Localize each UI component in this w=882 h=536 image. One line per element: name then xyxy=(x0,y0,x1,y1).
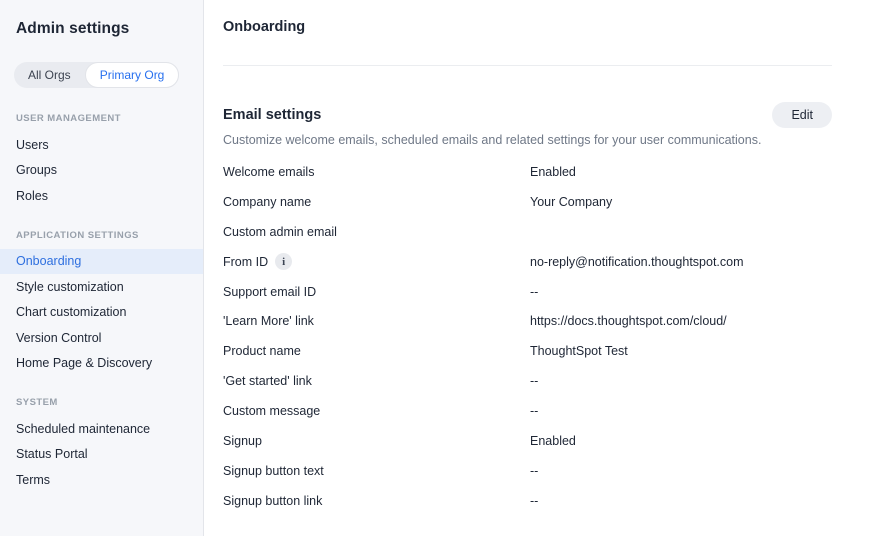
settings-rows xyxy=(223,157,832,516)
sidebar-section xyxy=(0,231,203,377)
sidebar-item[interactable] xyxy=(0,183,203,209)
setting-label: Signup xyxy=(223,433,262,448)
org-scope-toggle xyxy=(14,62,179,88)
setting-label: From ID i xyxy=(223,253,530,270)
settings-row xyxy=(223,456,832,486)
setting-label: Signup button text xyxy=(223,463,324,478)
sidebar-item[interactable] xyxy=(0,325,203,351)
info-icon[interactable]: i xyxy=(275,253,292,270)
sidebar-item-label: Groups xyxy=(16,163,57,178)
setting-label: Welcome emails xyxy=(223,164,315,179)
sidebar-item[interactable] xyxy=(0,351,203,377)
org-toggle-option[interactable]: Primary Org xyxy=(85,62,180,88)
sidebar-item[interactable] xyxy=(0,274,203,300)
settings-row xyxy=(223,217,832,247)
sidebar-item[interactable] xyxy=(0,132,203,158)
setting-value: -- xyxy=(530,404,539,419)
sidebar-item-label: Scheduled maintenance xyxy=(16,421,151,436)
settings-row xyxy=(223,157,832,187)
settings-row xyxy=(223,277,832,307)
setting-value: -- xyxy=(530,493,539,508)
setting-value: Enabled xyxy=(530,433,576,448)
sidebar-item-label: Terms xyxy=(16,472,51,487)
sidebar-section-label: USER MANAGEMENT xyxy=(16,113,121,124)
setting-value: -- xyxy=(530,374,539,389)
setting-label: Support email ID xyxy=(223,284,317,299)
settings-row xyxy=(223,247,832,277)
settings-row xyxy=(223,336,832,366)
setting-value: Enabled xyxy=(530,164,576,179)
sidebar-title: Admin settings xyxy=(16,20,130,37)
sidebar-item[interactable] xyxy=(0,249,203,275)
setting-label: Custom message xyxy=(223,404,321,419)
sidebar-item[interactable] xyxy=(0,416,203,442)
sidebar-section-label: APPLICATION SETTINGS xyxy=(16,229,139,241)
sidebar-item[interactable] xyxy=(0,442,203,468)
sidebar-item-label: Onboarding xyxy=(16,254,82,269)
section-description: Customize welcome emails, scheduled emails and related settings for your user communications. xyxy=(223,133,762,147)
setting-label: 'Get started' link xyxy=(223,374,312,389)
setting-label: Custom admin email xyxy=(223,224,337,239)
settings-row xyxy=(223,486,832,516)
settings-row xyxy=(223,306,832,336)
sidebar-item-label: Style customization xyxy=(16,279,124,294)
settings-row xyxy=(223,187,832,217)
sidebar-section-label: SYSTEM xyxy=(16,397,58,408)
setting-value: Your Company xyxy=(530,194,613,209)
setting-value: -- xyxy=(530,463,539,478)
setting-label: Signup button link xyxy=(223,493,323,508)
sidebar-item-label: Users xyxy=(16,137,49,152)
sidebar-item-label: Home Page & Discovery xyxy=(16,356,153,371)
section-title: Email settings xyxy=(223,107,322,123)
sidebar-item-label: Roles xyxy=(16,188,48,203)
email-settings-section xyxy=(223,102,832,516)
header-divider xyxy=(223,65,832,66)
settings-row xyxy=(223,396,832,426)
main-content xyxy=(204,0,882,536)
setting-value: no-reply@notification.thoughtspot.com xyxy=(530,254,744,269)
sidebar-section xyxy=(0,398,203,493)
setting-label: 'Learn More' link xyxy=(223,314,314,329)
setting-label: Company name xyxy=(223,194,312,209)
setting-value: -- xyxy=(530,284,539,299)
sidebar-item-label: Status Portal xyxy=(16,447,88,462)
sidebar-item-label: Chart customization xyxy=(16,305,127,320)
sidebar-item[interactable] xyxy=(0,300,203,326)
setting-label: Product name xyxy=(223,344,301,359)
sidebar-item[interactable] xyxy=(0,158,203,184)
settings-row xyxy=(223,426,832,456)
setting-value: ThoughtSpot Test xyxy=(530,344,628,359)
page-title: Onboarding xyxy=(223,19,306,35)
settings-row xyxy=(223,366,832,396)
sidebar-item-label: Version Control xyxy=(16,330,102,345)
sidebar-section xyxy=(0,114,203,209)
sidebar-item[interactable] xyxy=(0,467,203,493)
edit-button[interactable]: Edit xyxy=(772,102,832,128)
sidebar-nav xyxy=(0,114,203,493)
org-toggle-option[interactable]: All Orgs xyxy=(14,62,85,88)
admin-settings-sidebar xyxy=(0,0,204,536)
setting-value: https://docs.thoughtspot.com/cloud/ xyxy=(530,314,727,329)
